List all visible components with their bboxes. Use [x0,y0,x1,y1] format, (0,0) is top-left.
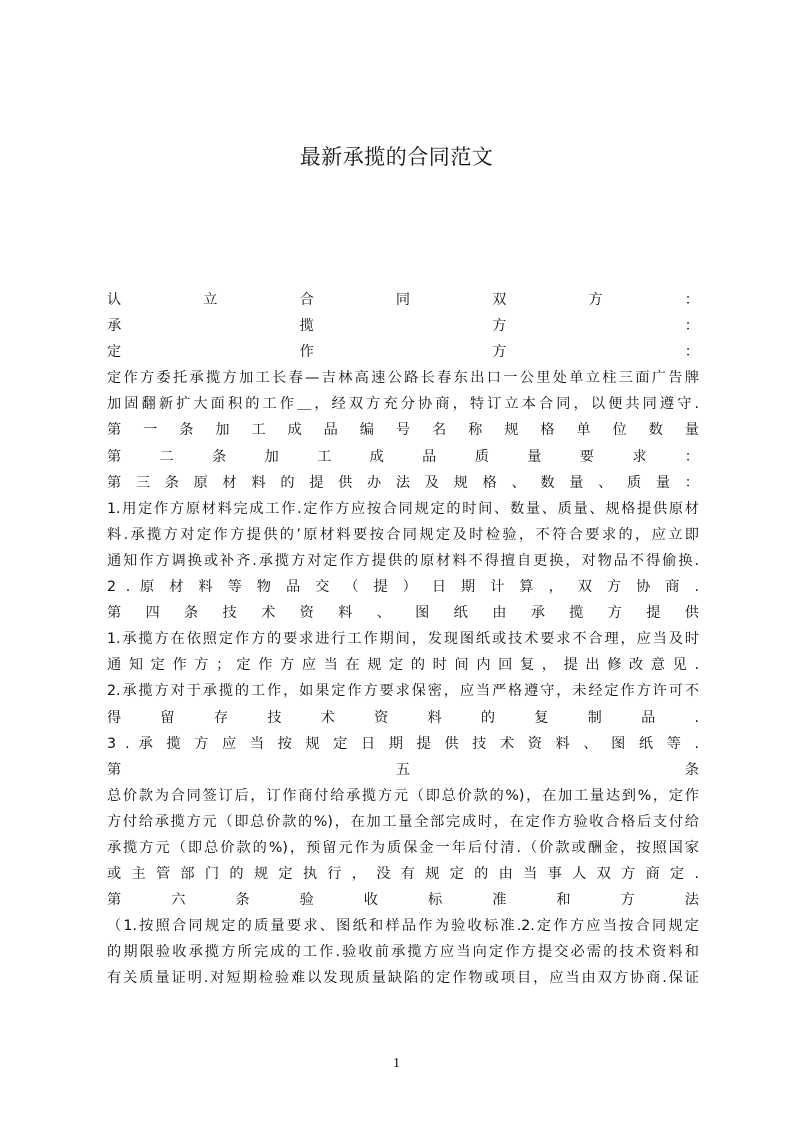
text-line: 或 主 管 部 门 的 规 定 执 行 ， 没 有 规 定 的 由 当 事 人 双 方 商 定 . [107,866,699,883]
text-line: 定 作 方 ： [107,344,699,361]
text-line: 料.承揽方对定作方提供的’原材料要按合同规定及时检验，不符合要求的，应立即 [107,526,699,543]
text-line: 第 六 条 验 收 标 准 和 方 法 [107,892,699,909]
text-line: 认 立 合 同 双 方 ： [107,292,699,308]
text-line: 承揽方元（即总价款的%)，预留元作为质保金一年后付清.（价款或酬金，按照国家 [107,839,699,856]
page-title: 最新承揽的合同范文 [299,145,494,169]
page-number: 1 [393,1056,400,1071]
text-line: 第 二 条 加 工 成 品 质 量 要 求 ： [107,448,699,465]
text-line: 3 . 承 揽 方 应 当 按 规 定 日 期 提 供 技 术 资 料 、 图 纸 等 . [107,735,699,752]
contract-body [107,287,699,992]
text-line: 第 五 条 [107,761,699,778]
text-line: 的期限验收承揽方所完成的工作.验收前承揽方应当向定作方提交必需的技术资料和 [107,944,699,961]
text-line: 加固翻新扩大面积的工作＿，经双方充分协商，特订立本合同，以便共同遵守. [107,396,699,413]
text-line: 第 三 条 原 材 料 的 提 供 办 法 及 规 格 、 数 量 、 质 量 ： [107,474,699,491]
text-line: 通知作方调换或补齐.承揽方对定作方提供的原材料不得擅自更换，对物品不得偷换. [107,552,699,569]
text-line: 总价款为合同签订后，订作商付给承揽方元（即总价款的%)，在加工量达到%，定作 [107,787,699,804]
text-line: 通 知 定 作 方 ； 定 作 方 应 当 在 规 定 的 时 间 内 回 复 ， 提 出 修 改 意 见 . [107,657,699,674]
text-line: 承 揽 方 ： [107,318,699,335]
text-line: 有关质量证明.对短期检验难以发现质量缺陷的定作物或项目，应当由双方协商.保证 [107,970,699,987]
text-line: （1.按照合同规定的质量要求、图纸和样品作为验收标准.2.定作方应当按合同规定 [107,918,699,935]
text-line: 2 . 原 材 料 等 物 品 交 （ 提 ） 日 期 计 算 ， 双 方 协 商 . [107,579,699,596]
text-line: 第 一 条 加 工 成 品 编 号 名 称 规 格 单 位 数 量 [107,422,699,439]
text-line: 方付给承揽方元（即总价款的%)，在加工量全部完成时，在定作方验收合格后支付给 [107,813,699,830]
text-line: 1.用定作方原材料完成工作.定作方应按合同规定的时间、数量、质量、规格提供原材 [107,500,699,517]
text-line: 2.承揽方对于承揽的工作，如果定作方要求保密，应当严格遵守，未经定作方许可不 [107,683,699,700]
text-line: 1.承揽方在依照定作方的要求进行工作期间，发现图纸或技术要求不合理，应当及时 [107,631,699,648]
text-line: 得 留 存 技 术 资 料 的 复 制 品 . [107,709,699,726]
text-line: 定作方委托承揽方加工长春—吉林高速公路长春东出口一公里处单立柱三面广告牌 [107,370,699,387]
text-line: 第 四 条 技 术 资 料 、 图 纸 由 承 揽 方 提 供 [107,605,699,622]
